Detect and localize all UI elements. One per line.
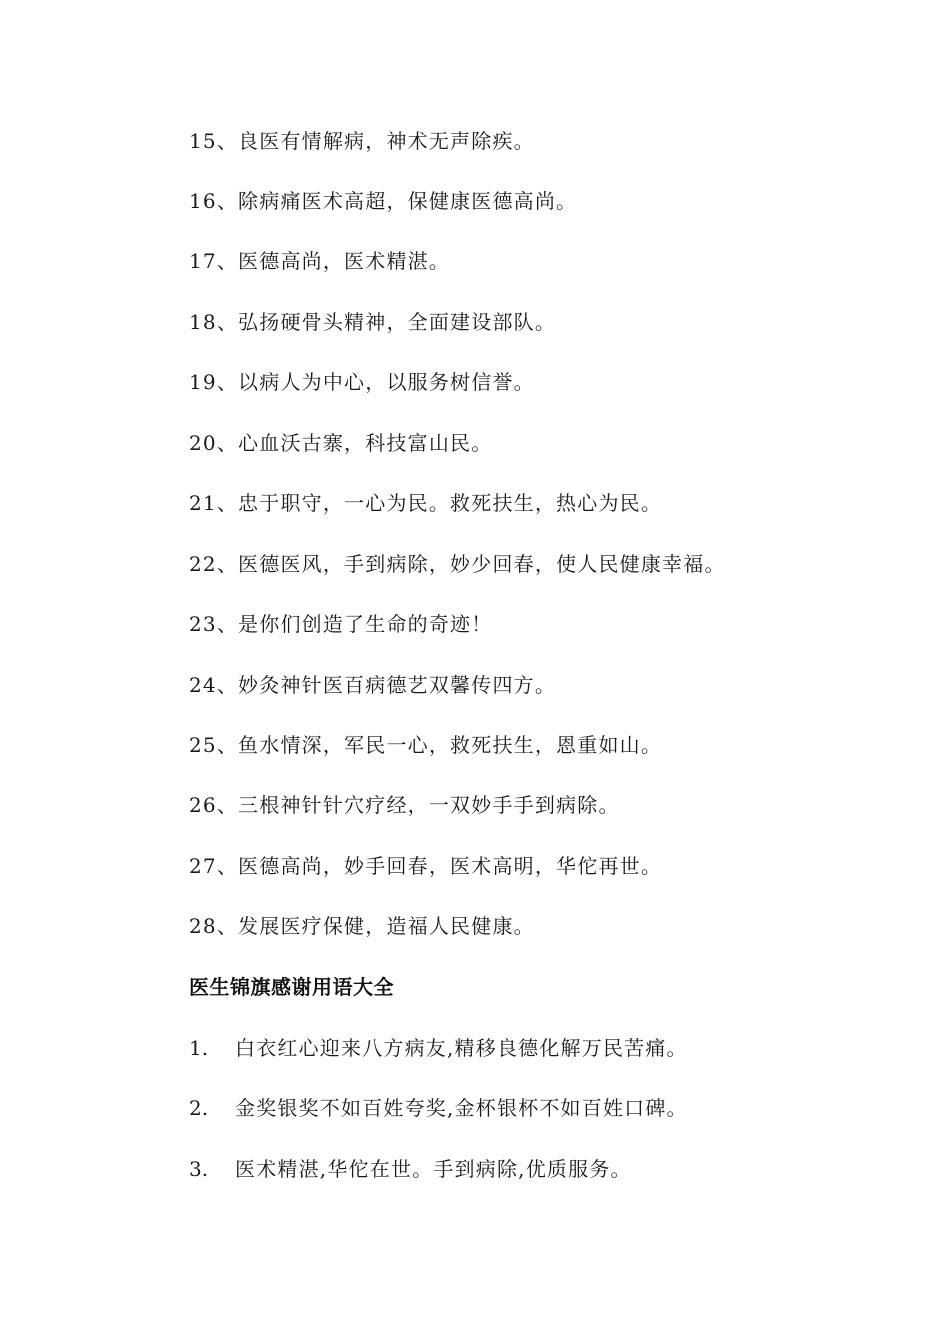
list-item: 27、医德高尚，妙手回春，医术高明，华佗再世。 bbox=[189, 854, 663, 878]
list-item: 25、鱼水情深，军民一心，救死扶生，恩重如山。 bbox=[189, 733, 663, 757]
list-item: 15、良医有情解病，神术无声除疾。 bbox=[189, 129, 535, 153]
list-item: 20、心血沃古寨，科技富山民。 bbox=[189, 431, 493, 455]
list-item: 19、以病人为中心，以服务树信誉。 bbox=[189, 370, 535, 394]
item-number: 1. bbox=[189, 1036, 209, 1060]
list-item: 23、是你们创造了生命的奇迹！ bbox=[189, 612, 493, 636]
list-item: 17、医德高尚，医术精湛。 bbox=[189, 249, 451, 273]
numbered-item bbox=[189, 1154, 632, 1184]
item-number: 2. bbox=[189, 1096, 209, 1120]
item-text: 医术精湛,华佗在世。手到病除,优质服务。 bbox=[235, 1157, 632, 1181]
list-item: 16、除病痛医术高超，保健康医德高尚。 bbox=[189, 189, 578, 213]
list-item: 26、三根神针针穴疗经，一双妙手手到病除。 bbox=[189, 793, 620, 817]
list-item: 18、弘扬硬骨头精神，全面建设部队。 bbox=[189, 310, 557, 334]
item-text: 金奖银奖不如百姓夸奖,金杯银杯不如百姓口碑。 bbox=[235, 1096, 688, 1120]
numbered-item bbox=[189, 1093, 688, 1123]
item-text: 白衣红心迎来八方病友,精移良德化解万民苦痛。 bbox=[235, 1036, 688, 1060]
list-item: 24、妙灸神针医百病德艺双馨传四方。 bbox=[189, 673, 557, 697]
list-item: 28、发展医疗保健，造福人民健康。 bbox=[189, 914, 535, 938]
item-number: 3. bbox=[189, 1157, 209, 1181]
list-item: 21、忠于职守，一心为民。救死扶生，热心为民。 bbox=[189, 491, 663, 515]
section-heading: 医生锦旗感谢用语大全 bbox=[189, 975, 394, 999]
numbered-item bbox=[189, 1033, 688, 1063]
list-item: 22、医德医风，手到病除，妙少回春，使人民健康幸福。 bbox=[189, 552, 726, 576]
